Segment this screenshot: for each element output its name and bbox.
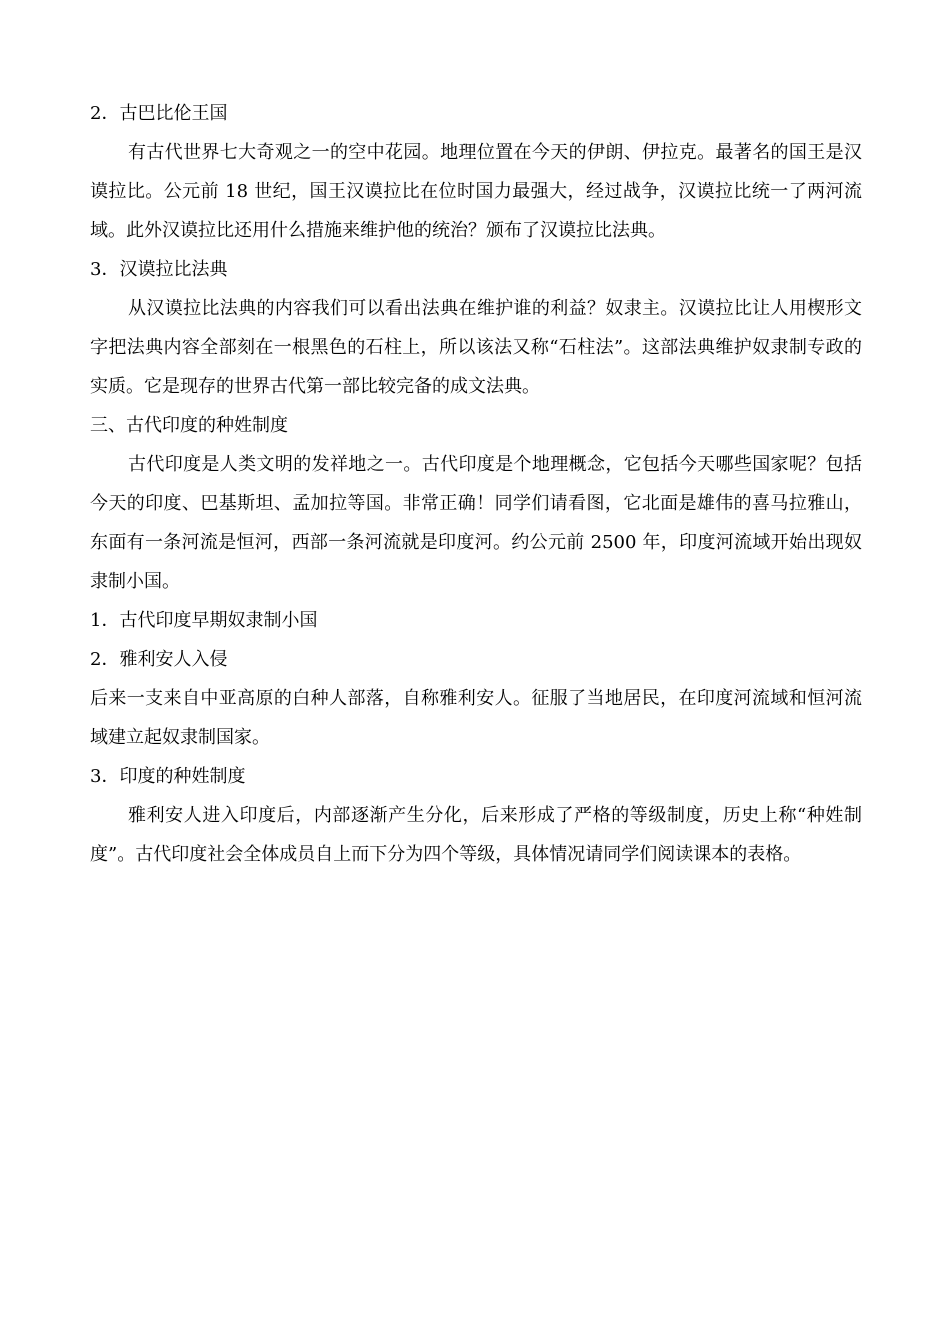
subheading-early-states: 1．古代印度早期奴隶制小国 [90,610,318,631]
paragraph-aryan-invasion: 后来一支来自中亚高原的白种人部落，自称雅利安人。征服了当地居民，在印度河流域和恒河流域建立起奴隶制国家。 [90,688,862,748]
subheading-aryan-invasion: 2．雅利安人入侵 [90,649,228,670]
subheading-india-caste: 3．印度的种姓制度 [90,766,246,787]
document-body [90,94,862,874]
paragraph-babylon: 有古代世界七大奇观之一的空中花园。地理位置在今天的伊朗、伊拉克。最著名的国王是汉谟拉比。公元前 18 世纪，国王汉谟拉比在位时国力最强大，经过战争，汉谟拉比统一了两河流域。此外汉谟拉比还用什么措施来维护他的统治？颁布了汉谟拉比法典。 [90,142,862,241]
section-heading-caste-system: 三、古代印度的种姓制度 [90,415,288,436]
section-heading-hammurabi-code: 3．汉谟拉比法典 [90,259,228,280]
paragraph-hammurabi-code: 从汉谟拉比法典的内容我们可以看出法典在维护谁的利益？奴隶主。汉谟拉比让人用楔形文字把法典内容全部刻在一根黑色的石柱上，所以该法又称“石柱法”。这部法典维护奴隶制专政的实质。它是现存的世界古代第一部比较完备的成文法典。 [90,298,862,397]
paragraph-ancient-india: 古代印度是人类文明的发祥地之一。古代印度是个地理概念，它包括今天哪些国家呢？包括今天的印度、巴基斯坦、孟加拉等国。非常正确！同学们请看图，它北面是雄伟的喜马拉雅山，东面有一条河流是恒河，西部一条河流就是印度河。约公元前 2500 年，印度河流域开始出现奴隶制小国。 [90,454,862,592]
section-heading-babylon: 2．古巴比伦王国 [90,103,228,124]
paragraph-india-caste: 雅利安人进入印度后，内部逐渐产生分化，后来形成了严格的等级制度，历史上称“种姓制度”。古代印度社会全体成员自上而下分为四个等级，具体情况请同学们阅读课本的表格。 [90,805,862,865]
